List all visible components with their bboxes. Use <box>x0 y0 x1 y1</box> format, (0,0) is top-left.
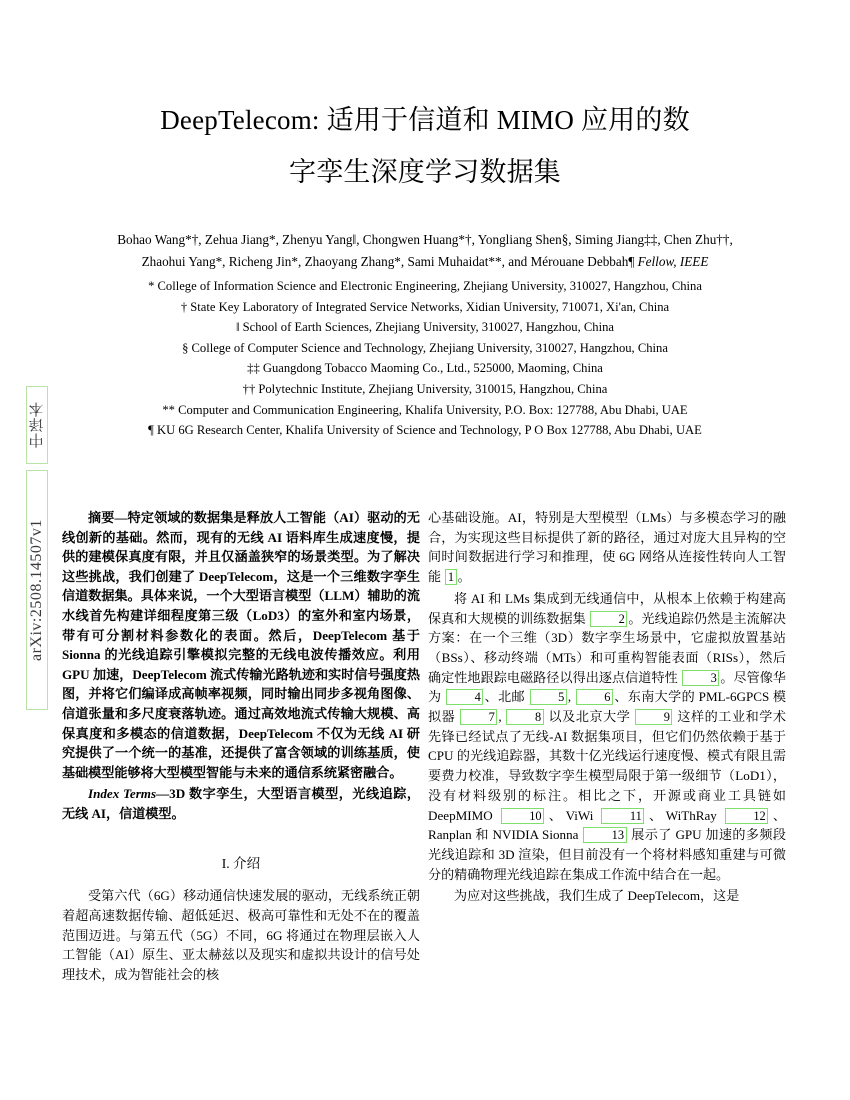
affiliation-item: ‡‡ Guangdong Tobacco Maoming Co., Ltd., 525000, Maoming, China <box>247 361 603 376</box>
intro-paragraph-2 <box>428 589 786 885</box>
column-right <box>428 508 786 906</box>
citation-ref-10[interactable]: 10 <box>501 808 544 824</box>
author-line-2-names: Zhaohui Yang*, Richeng Jin*, Zhaoyang Zhang*, Sami Muhaidat**, and Mérouane Debbah¶ <box>141 253 638 269</box>
intro-p2-seg-h: 以及北京大学 <box>544 709 635 725</box>
intro-p2-seg-l: 、Ranplan 和 NVIDIA Sionna <box>428 807 787 843</box>
citation-ref-7[interactable]: 7 <box>460 709 497 725</box>
citation-ref-8[interactable]: 8 <box>506 709 543 725</box>
intro-p2-seg-f: 、东南大学的 PML-6GPCS 模拟器 <box>428 689 786 725</box>
arxiv-side-stamp <box>0 0 56 1100</box>
citation-ref-13[interactable]: 13 <box>583 827 626 843</box>
author-line-1: Bohao Wang*†, Zehua Jiang*, Zhenyu Yang‖, Chongwen Huang*†, Yongliang Shen§, Siming Jiang‡‡, Chen Zhu††, <box>117 232 733 247</box>
affiliation-item: ¶ KU 6G Research Center, Khalifa University of Science and Technology, P O Box 127788, Abu Dhabi, UAE <box>148 423 702 438</box>
affiliation-item: § College of Computer Science and Technology, Zhejiang University, 310027, Hangzhou, China <box>182 340 668 355</box>
intro-p2-seg-i: 这样的工业和学术先锋已经试点了无线-AI 数据集项目，但它们仍然依赖于基于 CPU 的光线追踪器，其数十亿光线运行速度慢、模式有限且需要费力校准，导致数字孪生模型局限于第一级细节（LoD1），没有材料级别的标注。相比之下，开源或商业工具链如 DeepMIMO <box>428 709 787 823</box>
affiliation-item: ‖ School of Earth Sciences, Zhejiang University, 310027, Hangzhou, China <box>235 320 614 335</box>
citation-ref-4[interactable]: 4 <box>446 689 483 705</box>
intro-p1-cont-text: 心基础设施。AI，特别是大型模型（LMs）与多模态学习的融合，为实现这些目标提供了新的路径，通过对庞大且异构的空间时间数据进行学习和推理，使 6G 网络从连接性转向人工智能 <box>428 510 786 585</box>
intro-p2-seg-e: , <box>567 689 575 705</box>
abstract-text: 摘要—特定领域的数据集是释放人工智能（AI）驱动的无线创新的基础。然而，现有的无线 AI 语料库生成速度慢，提供的建模保真度有限，并且仅涵盖狭窄的场景类型。为了解决这些挑战，我们创建了 DeepTelecom，这是一个三维数字孪生信道数据集。具体来说，一个大型语言模型（LLM）辅助的流水线首先构建详细程度第三级（LoD3）的室外和室内场景，带有可分割材料参数化的表面。然后，DeepTelecom 基于 Sionna 的光线追踪引擎模拟完整的无线电波传播效应。利用 GPU 加速，DeepTelecom 流式传输光路轨迹和实时信号强度热图，并将它们编译成高帧率视频，同时输出同步多视角图像、信道张量和多尺度衰落轨迹。通过高效地流式传输大规模、高保真度和多模态的信道数据，DeepTelecom 不仅为无线 AI 研究提供了一个统一的基准，还提供了富含领域的训练基质，使基础模型能够将大型模型智能与未来的通信系统紧密融合。 <box>62 510 420 780</box>
column-left <box>62 508 420 985</box>
intro-p2-seg-m: 展示了 GPU 加速的多频段光线追踪和 3D 渲染，但目前没有一个将材料感知重建与可微分的精确物理光线追踪在集成工作流中结合在一起。 <box>428 827 786 882</box>
fellow-ieee-label: Fellow, IEEE <box>637 253 709 269</box>
intro-p3-text: 为应对这些挑战，我们生成了 DeepTelecom，这是 <box>454 888 740 904</box>
citation-ref-11[interactable]: 11 <box>601 808 644 824</box>
translated-version-stamp: 中译本 <box>26 386 48 464</box>
intro-p2-seg-c: 。尽管像华为 <box>428 669 787 705</box>
index-terms-dash: — <box>156 786 170 802</box>
intro-p2-seg-b: 。光线追踪仍然是主流解决方案：在一个三维（3D）数字孪生场景中，它虚拟放置基站（BSs）、移动终端（MTs）和可重构智能表面（RISs），然后确定性地跟踪电磁路径以得出逐点信道特性 <box>428 610 786 685</box>
abstract-paragraph <box>62 508 420 782</box>
affiliation-item: †† Polytechnic Institute, Zhejiang University, 310015, Hangzhou, China <box>242 381 608 396</box>
intro-p2-seg-a: 将 AI 和 LMs 集成到无线通信中，从根本上依赖于构建高保真和大规模的训练数据集 <box>428 590 786 626</box>
intro-p2-seg-j: 、ViWi <box>545 807 601 823</box>
index-terms-paragraph <box>62 784 420 823</box>
citation-ref-1[interactable]: 1 <box>445 569 456 585</box>
intro-p2-seg-d: 、北邮 <box>484 689 529 705</box>
intro-p2-seg-g: , <box>498 709 506 725</box>
citation-ref-5[interactable]: 5 <box>530 689 567 705</box>
citation-ref-3[interactable]: 3 <box>682 670 719 686</box>
page-title <box>95 94 755 198</box>
title-line-1: DeepTelecom: 适用于信道和 MIMO 应用的数 <box>160 105 690 136</box>
arxiv-id-stamp[interactable]: arXiv:2508.14507v1 <box>26 470 48 710</box>
title-line-2: 字孪生深度学习数据集 <box>289 157 561 188</box>
intro-p1-cont-tail: 。 <box>457 569 471 585</box>
intro-paragraph-3 <box>428 886 786 906</box>
intro-paragraph-1-continued <box>428 508 786 587</box>
intro-paragraph-1-text: 受第六代（6G）移动通信快速发展的驱动，无线系统正朝着超高速数据传输、超低延迟、极高可靠性和无处不在的覆盖范围迈进。与第五代（5G）不同，6G 将通过在物理层嵌入人工智能（AI）原生、亚太赫兹以及现实和虚拟共设计的信号处理技术，成为智能社会的核 <box>62 888 420 983</box>
intro-paragraph-1 <box>62 886 420 985</box>
index-terms-text: 3D 数字孪生，大型语言模型，光线追踪，无线 AI，信道模型。 <box>62 786 420 821</box>
citation-ref-2[interactable]: 2 <box>590 611 627 627</box>
citation-ref-9[interactable]: 9 <box>635 709 672 725</box>
section-heading-introduction: I. 介绍 <box>221 855 261 871</box>
affiliation-item: † State Key Laboratory of Integrated Service Networks, Xidian University, 710071, Xi'an, China <box>180 299 670 314</box>
citation-ref-6[interactable]: 6 <box>576 689 613 705</box>
author-line-2 <box>58 251 792 273</box>
index-terms-label: Index Terms <box>88 786 157 802</box>
citation-ref-12[interactable]: 12 <box>725 808 768 824</box>
intro-p2-seg-k: 、WiThRay <box>645 807 724 823</box>
affiliation-item: * College of Information Science and Electronic Engineering, Zhejiang University, 310027, Hangzhou, China <box>148 279 702 293</box>
author-list <box>58 229 792 272</box>
affiliation-list <box>58 276 792 441</box>
affiliation-item: ** Computer and Communication Engineering, Khalifa University, P.O. Box: 127788, Abu Dhabi, UAE <box>162 402 688 417</box>
